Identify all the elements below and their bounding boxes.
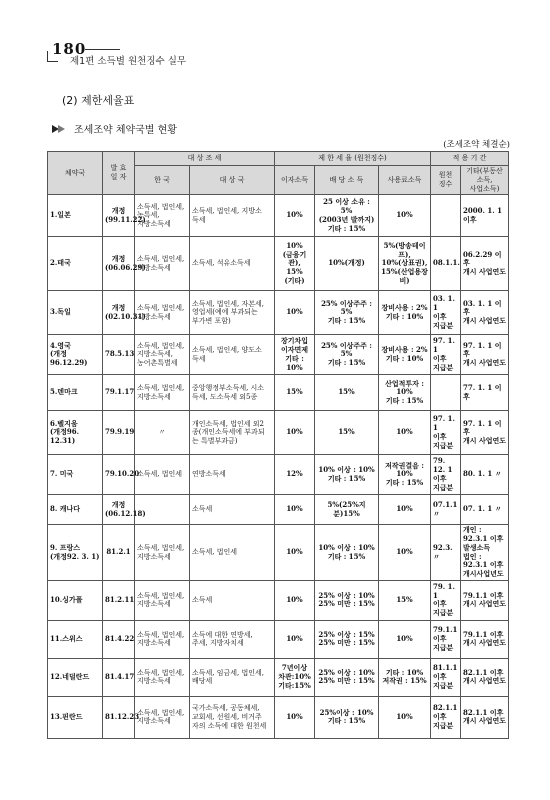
header-limit-rate: 제 한 세 율 (원천징수) [275, 152, 431, 166]
subsection-heading [52, 121, 177, 136]
cell-royalty: 저작권결음 : 10% 기타 : 15% [379, 455, 431, 495]
cell-effective: 개정 (99.11.22) [103, 195, 135, 237]
cell-interest: 10% [275, 495, 315, 525]
cell-country: 4.영국 (개정96.12.29) [48, 335, 103, 375]
cell-withholding: 07.1.1 〃 [431, 495, 461, 525]
cell-royalty: 15% [379, 580, 431, 620]
cell-interest: 12% [275, 455, 315, 495]
cell-korea-tax: 소득세, 법인세, 지방소득세 [135, 696, 190, 738]
table-note: (조세조약 체결순) [443, 140, 510, 150]
cell-korea-tax: 소득세, 법인세, 지방소득세 [135, 620, 190, 658]
header-interest: 이자소득 [275, 166, 315, 195]
cell-country: 3.독일 [48, 291, 103, 335]
cell-partner-tax: 소득세, 법인세, 지방소 득세 [190, 195, 275, 237]
cell-partner-tax: 국가소득세, 공동체세, 교회세, 선원세, 비거주 자의 소득에 대한 원천세 [190, 696, 275, 738]
cell-country: 13.핀란드 [48, 696, 103, 738]
cell-partner-tax: 소득세 [190, 495, 275, 525]
cell-korea-tax: 소득세, 법인세, 지방소득세 [135, 375, 190, 411]
table-row [48, 580, 509, 620]
cell-dividend: 15% [315, 375, 379, 411]
tax-treaty-table [47, 151, 509, 739]
cell-korea-tax: 소득세, 법인세, 지방소득세 [135, 525, 190, 581]
cell-effective: 개정 (06.06.29) [103, 237, 135, 291]
table-row [48, 620, 509, 658]
cell-interest: 15% [275, 375, 315, 411]
cell-royalty: 산업적투자 : 10% 기타 : 15% [379, 375, 431, 411]
cell-partner-tax: 연방소득세 [190, 455, 275, 495]
table-row [48, 195, 509, 237]
cell-other: 77. 1. 1 이후 [461, 375, 509, 411]
cell-royalty: 10% [379, 620, 431, 658]
cell-country: 8. 캐나다 [48, 495, 103, 525]
cell-other: 79.1.1 이후 개시 사업연도 [461, 580, 509, 620]
cell-country: 2.태국 [48, 237, 103, 291]
cell-country: 6.벨지움 (개정96. 12.31) [48, 411, 103, 455]
table-row [48, 696, 509, 738]
cell-royalty: 10% [379, 495, 431, 525]
cell-withholding: 03. 1. 1 이후 지급분 [431, 291, 461, 335]
cell-other: 97. 1. 1 이후 개시 사업연도 [461, 335, 509, 375]
cell-other: 97. 1. 1 이후 개시 사업연도 [461, 411, 509, 455]
header-partner: 대 상 국 [190, 166, 275, 195]
cell-korea-tax: 〃 [135, 411, 190, 455]
cell-withholding: 79.1.1 이후 지급분 [431, 620, 461, 658]
cell-interest: 7년이상 차관:10% 기타:15% [275, 658, 315, 696]
table-row [48, 291, 509, 335]
cell-partner-tax: 소득세, 법인세, 양도소 득세 [190, 335, 275, 375]
cell-partner-tax: 소득세, 임금세, 법인세, 배당세 [190, 658, 275, 696]
cell-effective: 79.1.17 [103, 375, 135, 411]
header-dividend: 배 당 소 득 [315, 166, 379, 195]
cell-dividend: 25% 이상주주 : 5% 기타 : 15% [315, 291, 379, 335]
page-number: 180 [52, 40, 87, 58]
cell-country: 5.덴마크 [48, 375, 103, 411]
cell-interest: 10% (금융기관), 15% (기타) [275, 237, 315, 291]
cell-effective: 79.9.19 [103, 411, 135, 455]
cell-dividend: 5%(25%지분)15% [315, 495, 379, 525]
cell-dividend: 25% 이상 : 10% 25% 미만 : 15% [315, 580, 379, 620]
header-rule [85, 49, 120, 50]
cell-country: 7. 미국 [48, 455, 103, 495]
table-row [48, 658, 509, 696]
subsection-title: 조세조약 체약국별 현황 [74, 125, 177, 136]
cell-effective: 81.4.22 [103, 620, 135, 658]
cell-other: 80. 1. 1 〃 [461, 455, 509, 495]
cell-other: 06.2.29 이후 개시 사업연도 [461, 237, 509, 291]
cell-withholding [431, 195, 461, 237]
cell-interest: 10% [275, 411, 315, 455]
header-target-tax: 대 상 조 세 [135, 152, 275, 166]
cell-interest: 10% [275, 580, 315, 620]
section-title: (2) 제한세율표 [62, 94, 135, 107]
cell-effective: 개정 (06.12.18) [103, 495, 135, 525]
cell-country: 9. 프랑스 (개정92. 3. 1) [48, 525, 103, 581]
cell-withholding: 81.1.1 이후 지급분 [431, 658, 461, 696]
cell-withholding [431, 375, 461, 411]
cell-dividend: 10%(개정) [315, 237, 379, 291]
cell-royalty: 10% [379, 411, 431, 455]
cell-partner-tax: 소득에 대한 연방세, 주세, 지방자치세 [190, 620, 275, 658]
cell-partner-tax: 중앙행정부소득세, 시소 득세, 도소득세 외5종 [190, 375, 275, 411]
cell-royalty: 10% [379, 525, 431, 581]
double-arrow-icon [52, 124, 68, 134]
chapter-title: 제1편 소득별 원천징수 실무 [70, 56, 187, 67]
cell-dividend: 15% [315, 411, 379, 455]
cell-dividend: 25%이상 : 10% 기타 : 15% [315, 696, 379, 738]
cell-dividend: 25% 이상 : 15% 25% 미만 : 15% [315, 620, 379, 658]
cell-effective: 81.4.17 [103, 658, 135, 696]
cell-korea-tax: 소득세, 법인세 [135, 455, 190, 495]
cell-withholding: 79. 12. 1 이후 지급분 [431, 455, 461, 495]
cell-partner-tax: 소득세, 법인세 [190, 525, 275, 581]
table-row [48, 335, 509, 375]
cell-effective: 79.10.20 [103, 455, 135, 495]
header-country: 체약국 [48, 152, 103, 195]
cell-korea-tax: 소득세, 법인세, 농특세, 지방소득세 [135, 195, 190, 237]
cell-korea-tax: 소득세, 법인세, 지방소득세 [135, 237, 190, 291]
table-row [48, 411, 509, 455]
table-row [48, 375, 509, 411]
cell-interest: 10% [275, 525, 315, 581]
cell-country: 10.싱가폴 [48, 580, 103, 620]
cell-royalty: 장비사용 : 2% 기타 : 10% [379, 291, 431, 335]
table-row [48, 455, 509, 495]
cell-partner-tax: 소득세, 석유소득세 [190, 237, 275, 291]
cell-partner-tax: 개인소득세, 법인세 외2 종(개인소득세에 부과되 는 특별부과금) [190, 411, 275, 455]
cell-dividend: 10% 이상 : 10% 기타 : 15% [315, 455, 379, 495]
cell-interest: 10% [275, 620, 315, 658]
cell-country: 12.네덜란드 [48, 658, 103, 696]
table-row [48, 495, 509, 525]
cell-effective: 개정 (02.10.31) [103, 291, 135, 335]
cell-withholding: 97. 1. 1 이후 지급분 [431, 411, 461, 455]
cell-korea-tax: 소득세, 법인세, 지방소득세 [135, 658, 190, 696]
cell-interest: 장기차입 이자면제 기타 : 10% [275, 335, 315, 375]
cell-interest: 10% [275, 195, 315, 237]
header-royalty: 사용료소득 [379, 166, 431, 195]
cell-withholding: 79. 1. 1 이후 지급분 [431, 580, 461, 620]
cell-effective: 81.12.23 [103, 696, 135, 738]
cell-royalty: 5%(방송테이프), 10%(상표권), 15%(산업용장비) [379, 237, 431, 291]
cell-other: 82.1.1 이후 개시 사업연도 [461, 658, 509, 696]
cell-royalty: 10% [379, 696, 431, 738]
cell-other: 03. 1. 1 이후 개시 사업연도 [461, 291, 509, 335]
cell-withholding: 97. 1. 1 이후 지급분 [431, 335, 461, 375]
cell-korea-tax: 소득세, 법인세, 지방소득세 [135, 580, 190, 620]
cell-royalty: 10% [379, 195, 431, 237]
cell-effective: 78.5.13 [103, 335, 135, 375]
cell-dividend: 25% 이상 : 10% 25% 미만 : 15% [315, 658, 379, 696]
cell-royalty: 장비사용 : 2% 기타 : 10% [379, 335, 431, 375]
cell-country: 11.스위스 [48, 620, 103, 658]
table-row [48, 237, 509, 291]
cell-other: 2000. 1. 1 이후 [461, 195, 509, 237]
cell-royalty: 기타 : 10% 저작권 : 15% [379, 658, 431, 696]
header-bracket [47, 51, 58, 62]
cell-interest: 10% [275, 291, 315, 335]
header-effective-date: 발 효 일 자 [103, 152, 135, 195]
cell-other: 07. 1. 1 〃 [461, 495, 509, 525]
cell-other: 82.1.1 이후 개시 사업연도 [461, 696, 509, 738]
header-korea: 한 국 [135, 166, 190, 195]
table-row [48, 525, 509, 581]
cell-korea-tax: 소득세, 법인세, 지방소득세 [135, 291, 190, 335]
cell-withholding: 82.1.1 이후 지급분 [431, 696, 461, 738]
cell-effective: 81.2.11 [103, 580, 135, 620]
cell-partner-tax: 소득세 [190, 580, 275, 620]
cell-dividend: 10% 이상 : 10% 기타 : 15% [315, 525, 379, 581]
cell-other: 79.1.1 이후 개시 사업연도 [461, 620, 509, 658]
cell-other: 개인 : 92.3.1 이후 발생소득 법인 : 92.3.1 이후 개시사업년도 [461, 525, 509, 581]
cell-withholding: 08.1.1. [431, 237, 461, 291]
cell-country: 1.일본 [48, 195, 103, 237]
cell-korea-tax: 소득세, 법인세, 지방소득세, 농어촌특별세 [135, 335, 190, 375]
header-withholding: 원천 징수 [431, 166, 461, 195]
header-other: 기타(부동산소득, 사업소득) [461, 166, 509, 195]
cell-interest: 10% [275, 696, 315, 738]
cell-withholding: 92.3. 〃 [431, 525, 461, 581]
cell-effective: 81.2.1 [103, 525, 135, 581]
cell-partner-tax: 소득세, 법인세, 자본세, 영업세(예에 부과되는 부가변 포함) [190, 291, 275, 335]
header-period: 적 용 기 간 [431, 152, 509, 166]
cell-dividend: 25 이상 소유 : 5% (2003년 발까지) 기타 : 15% [315, 195, 379, 237]
cell-dividend: 25% 이상주주 : 5% 기타 : 15% [315, 335, 379, 375]
